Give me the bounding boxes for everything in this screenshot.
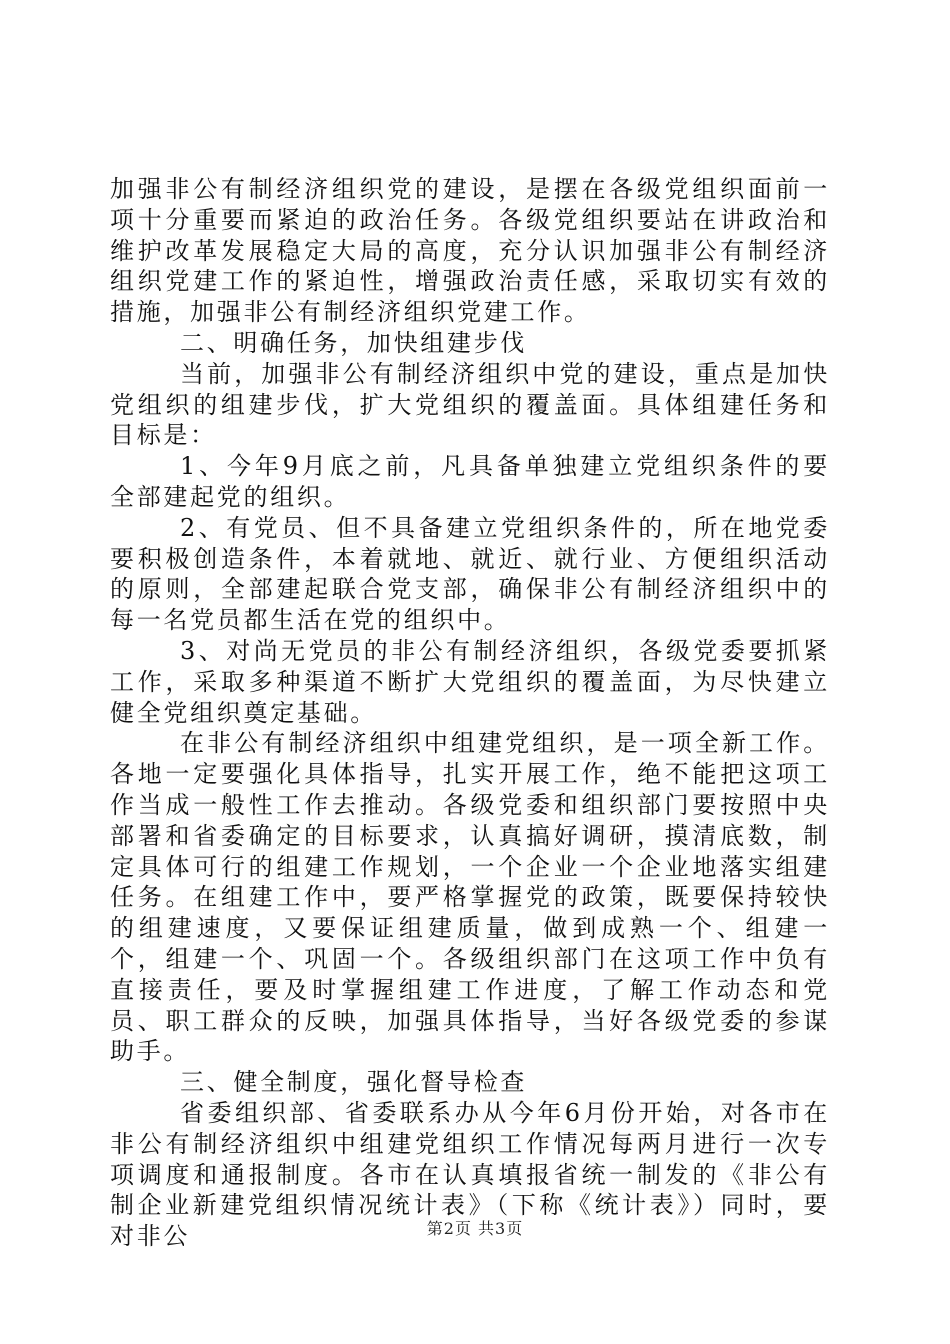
section-heading-2: 二、明确任务，加快组建步伐 <box>180 328 528 357</box>
list-item-2: 2、有党员、但不具备建立党组织条件的，所在地党委要积极创造条件，本着就地、就近、就行业、方便组织活动的原则，全部建起联合党支部，确保非公有制经济组织中的每一名党员都生活在党的组织中。 <box>110 513 830 635</box>
paragraph-tasks-intro: 当前，加强非公有制经济组织中党的建设，重点是加快党组织的组建步伐，扩大党组织的覆盖面。具体组建任务和目标是： <box>110 359 830 450</box>
section-heading-3: 三、健全制度，强化督导检查 <box>180 1068 528 1097</box>
paragraph-reporting: 省委组织部、省委联系办从今年6月份开始，对各市在非公有制经济组织中组建党组织工作情况每两月进行一次专项调度和通报制度。各市在认真填报省统一制发的《非公有制企业新建党组织情况统计表》（下称《统计表》）同时，要对非公 <box>110 1098 830 1251</box>
document-body <box>110 174 830 1252</box>
list-item-1: 1、今年9月底之前，凡具备单独建立党组织条件的要全部建起党的组织。 <box>110 452 830 511</box>
paragraph-intro: 加强非公有制经济组织党的建设，是摆在各级党组织面前一项十分重要而紧迫的政治任务。各级党组织要站在讲政治和维护改革发展稳定大局的高度，充分认识加强非公有制经济组织党建工作的紧迫性，增强政治责任感，采取切实有效的措施，加强非公有制经济组织党建工作。 <box>110 175 830 327</box>
page-number-footer: 第2页 共3页 <box>426 1219 524 1238</box>
paragraph-guidance: 在非公有制经济组织中组建党组织，是一项全新工作。各地一定要强化具体指导，扎实开展工作，绝不能把这项工作当成一般性工作去推动。各级党委和组织部门要按照中央部署和省委确定的目标要求，认真搞好调研，摸清底数，制定具体可行的组建工作规划，一个企业一个企业地落实组建任务。在组建工作中，要严格掌握党的政策，既要保持较快的组建速度，又要保证组建质量，做到成熟一个、组建一个，组建一个、巩固一个。各级组织部门在这项工作中负有直接责任，要及时掌握组建工作进度，了解工作动态和党员、职工群众的反映，加强具体指导，当好各级党委的参谋助手。 <box>110 729 830 1066</box>
list-item-3: 3、对尚无党员的非公有制经济组织，各级党委要抓紧工作，采取多种渠道不断扩大党组织的覆盖面，为尽快建立健全党组织奠定基础。 <box>110 636 830 727</box>
